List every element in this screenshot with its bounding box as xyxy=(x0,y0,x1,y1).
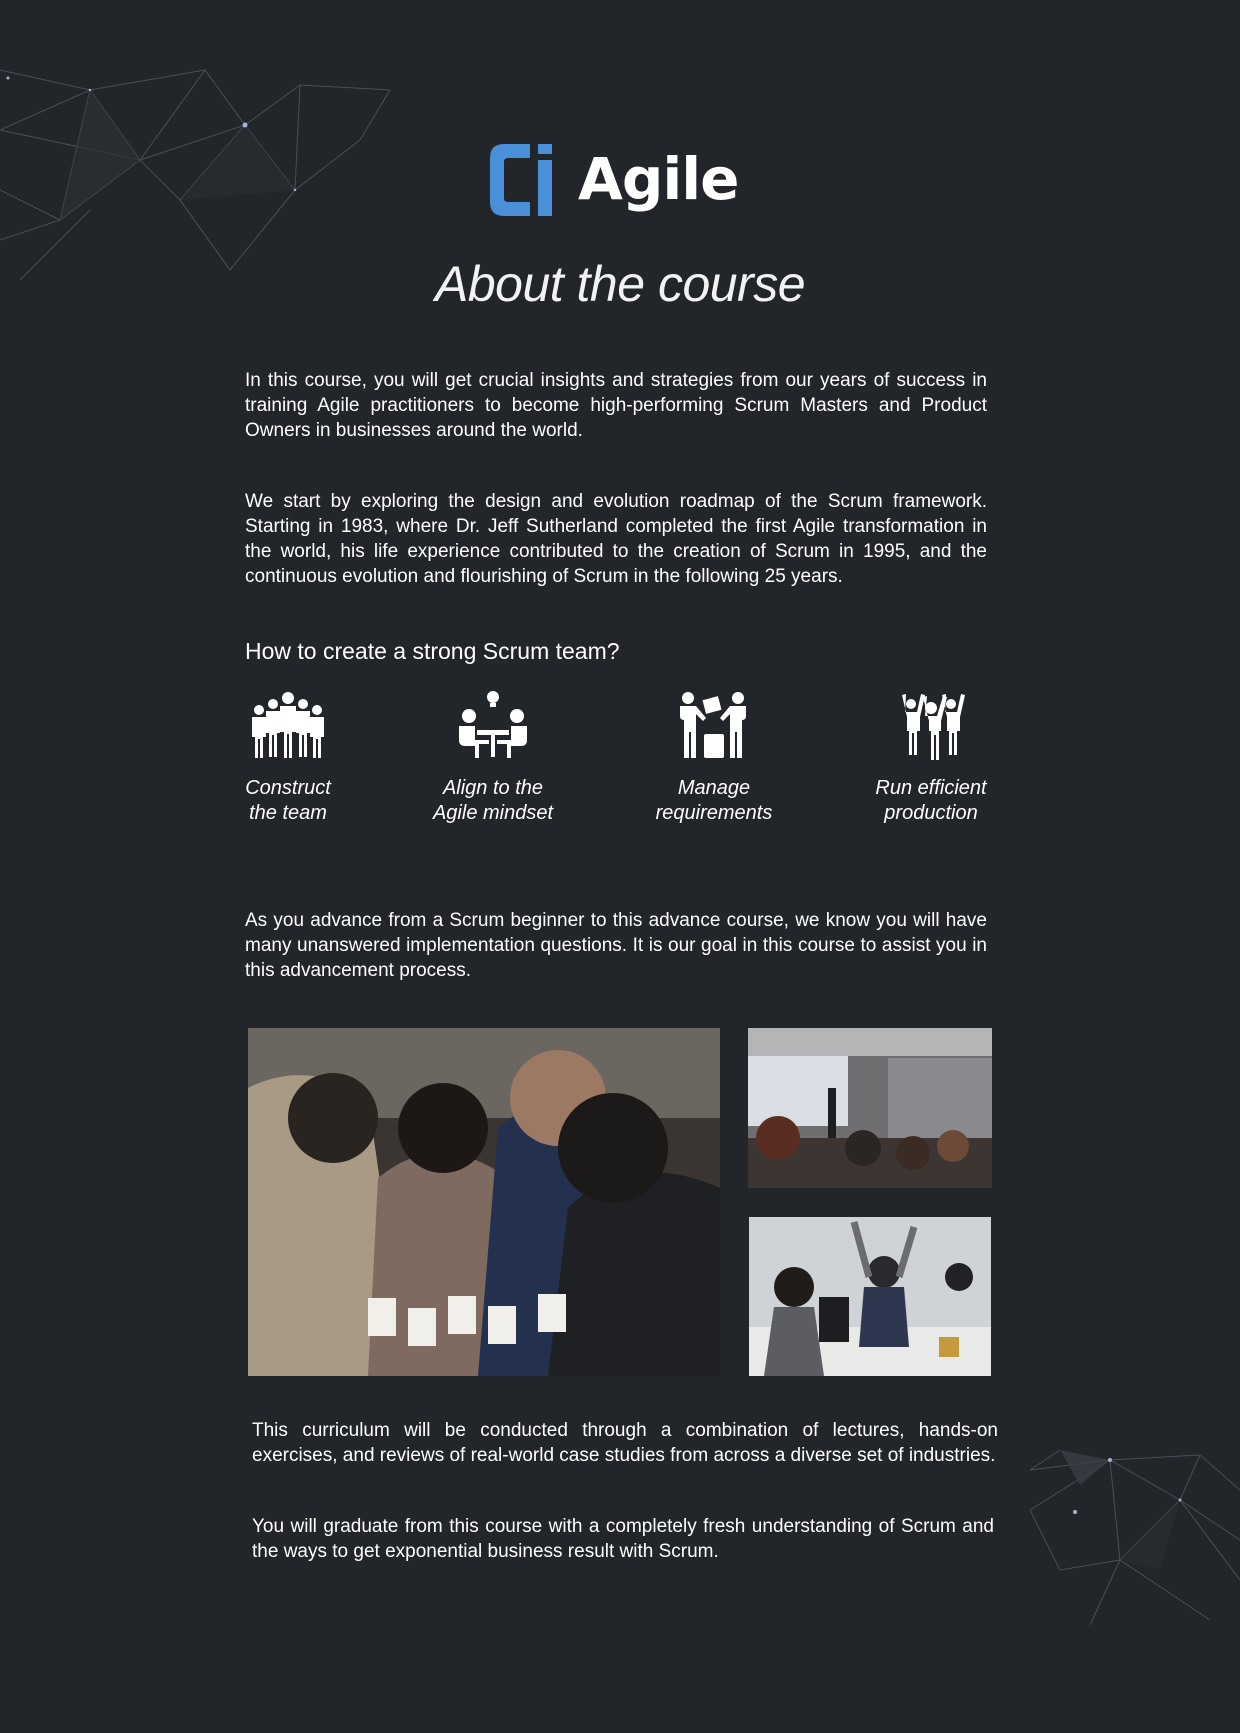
step-run-production xyxy=(836,690,1026,826)
intro-paragraph-1: In this course, you will get crucial insights and strategies from our years of success in training Agile practitioners to become high-performing Scrum Masters and Product Owners in businesses around the world. xyxy=(245,370,987,441)
logo-wordmark: Agile xyxy=(578,145,739,213)
network-decoration-bottom xyxy=(1000,1420,1240,1640)
graduation-paragraph: You will graduate from this course with a completely fresh understanding of Scrum and the ways to get exponential business result with Scrum. xyxy=(252,1516,994,1562)
step-align-mindset xyxy=(398,690,588,826)
meeting-idea-icon xyxy=(453,690,533,760)
ci-logo-mark-icon xyxy=(490,144,566,216)
step-manage-requirements xyxy=(619,690,809,826)
celebration-icon xyxy=(891,690,971,760)
team-section-heading: How to create a strong Scrum team? xyxy=(245,638,620,664)
page-title: About the course xyxy=(434,256,806,312)
agile-logo xyxy=(490,140,750,220)
curriculum-paragraph: This curriculum will be conducted through a combination of lectures, hands-on exercises, and reviews of real-world case studies from across a diverse set of industries. xyxy=(252,1420,998,1466)
step-label: Run efficient production xyxy=(875,777,987,824)
advance-paragraph: As you advance from a Scrum beginner to this advance course, we know you will have many unanswered implementation questions. It is our goal in this course to assist you in this advancement process. xyxy=(245,910,987,981)
discussion-icon xyxy=(674,690,754,760)
step-label: Manage requirements xyxy=(655,777,773,824)
team-group-icon xyxy=(248,690,328,760)
workshop-photo xyxy=(248,1028,720,1376)
intro-paragraph-2: We start by exploring the design and evolution roadmap of the Scrum framework. Starting in 1983, where Dr. Jeff Sutherland completed the first Agile transformation in the world, his life experience contributed to the creation of Scrum in 1995, and the continuous evolution and flourishing of Scrum in the following 25 years. xyxy=(245,491,987,587)
step-label: Construct the team xyxy=(245,777,331,824)
scrum-team-steps xyxy=(0,690,1240,840)
classroom-lecture-photo xyxy=(748,1028,992,1188)
step-construct-team xyxy=(193,690,383,826)
classroom-hands-raised-photo xyxy=(749,1217,991,1376)
step-label: Align to the Agile mindset xyxy=(432,777,554,824)
